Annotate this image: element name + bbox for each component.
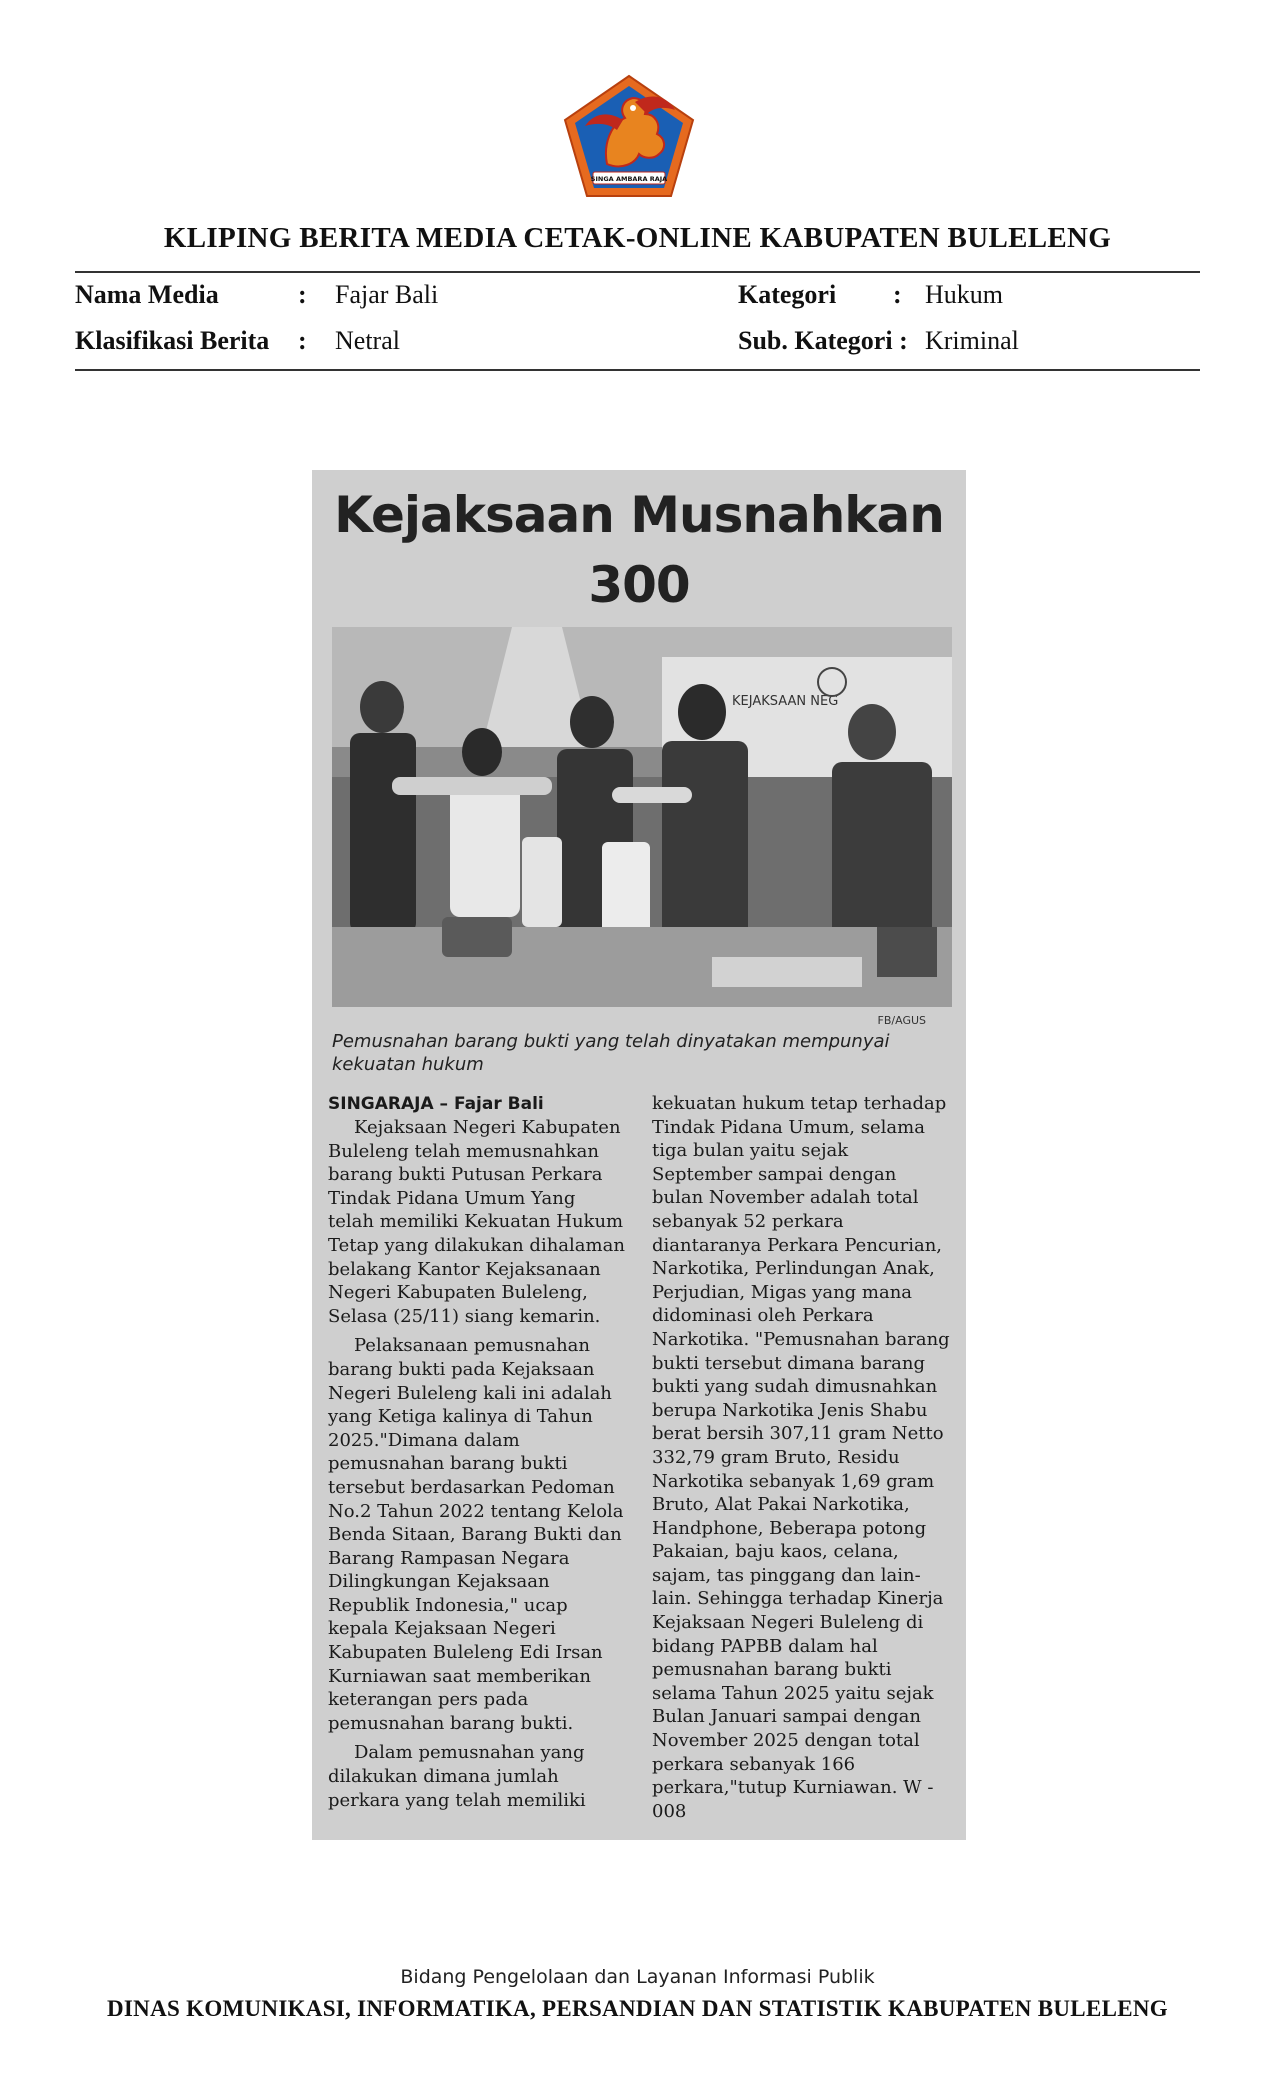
logo-caption: SINGA AMBARA RAJA [590, 175, 668, 183]
category-separator: : [893, 280, 902, 309]
media-label: Nama Media [75, 280, 219, 309]
article-dateline: SINGARAJA – Fajar Bali [328, 1094, 544, 1114]
photo-credit: FB/AGUS [877, 1014, 926, 1027]
category-label: Kategori [738, 280, 837, 309]
classification-label: Klasifikasi Berita [75, 326, 270, 355]
article-paragraph: kekuatan hukum tetap terhadap Tindak Pidana Umum, selama tiga bulan yaitu sejak September sampai dengan bulan November adalah total sebanyak 52 perkara diantaranya Perkara Pencurian, Narkotika, Perlindungan Anak, Perjudian, Migas yang mana didominasi oleh Perkara Narkotika. "Pemusnahan barang bukti tersebut dimana barang bukti yang sudah dimusnahkan berupa Narkotika Jenis Shabu berat bersih 307,11 gram Netto 332,79 gram Bruto, Residu Narkotika sebanyak 1,69 gram Bruto, Alat Pakai Narkotika, Handphone, Beberapa potong Pakaian, baju kaos, celana, sajam, tas pinggang dan lain-lain. Sehingga terhadap Kinerja Kejaksaan Negeri Buleleng di bidang PAPBB dalam hal pemusnahan barang bukti selama Tahun 2025 yaitu sejak Bulan Januari sampai dengan November 2025 dengan total perkara sebanyak 166 perkara,"tutup Kurniawan. W - 008 [652, 1093, 950, 1822]
header-bottom-rule [75, 369, 1200, 371]
buleleng-emblem-logo [563, 74, 695, 198]
newspaper-clipping [312, 470, 966, 1840]
article-column-right [652, 1092, 950, 1823]
subcategory-value: Kriminal [925, 326, 1019, 355]
classification-separator: : [298, 326, 307, 355]
category-value: Hukum [925, 280, 1003, 309]
article-paragraph: Kejaksaan Negeri Kabupaten Buleleng telah memusnahkan barang bukti Putusan Perkara Tindak Pidana Umum Yang telah memiliki Kekuatan Hukum Tetap yang dilakukan dihalaman belakang Kantor Kejaksanaan Negeri Kabupaten Buleleng, Selasa (25/11) siang kemarin. [328, 1117, 625, 1327]
media-value: Fajar Bali [335, 280, 439, 309]
article-paragraph: Dalam pemusnahan yang dilakukan dimana jumlah perkara yang telah memiliki [328, 1742, 586, 1811]
header-top-rule [75, 271, 1200, 273]
footer-agency: DINAS KOMUNIKASI, INFORMATIKA, PERSANDIAN DAN STATISTIK KABUPATEN BULELENG [107, 1996, 1168, 2021]
meta-row-2 [75, 326, 1200, 362]
media-separator: : [298, 280, 307, 309]
subcategory-label: Sub. Kategori : [738, 326, 908, 355]
classification-value: Netral [335, 326, 400, 355]
photo-caption: Pemusnahan barang bukti yang telah dinyatakan mempunyai kekuatan hukum [332, 1031, 890, 1075]
article-photo [332, 627, 952, 1007]
page-title: KLIPING BERITA MEDIA CETAK-ONLINE KABUPATEN BULELENG [163, 222, 1112, 254]
photo-banner-text: KEJAKSAAN NEG [732, 694, 839, 709]
footer-subtitle: Bidang Pengelolaan dan Layanan Informasi Publik [400, 1966, 875, 1988]
headline-line-1: Kejaksaan Musnahkan 300 [334, 486, 944, 614]
meta-row-1 [75, 280, 1200, 316]
article-paragraph: Pelaksanaan pemusnahan barang bukti pada Kejaksaan Negeri Buleleng kali ini adalah yang Ketiga kalinya di Tahun 2025."Dimana dalam pemusnahan barang bukti tersebut berdasarkan Pedoman No.2 Tahun 2022 tentang Kelola Benda Sitaan, Barang Bukti dan Barang Rampasan Negara Dilingkungan Kejaksaan Republik Indonesia," ucap kepala Kejaksaan Negeri Kabupaten Buleleng Edi Irsan Kurniawan saat memberikan keterangan pers pada pemusnahan barang bukti. [328, 1335, 624, 1734]
article-column-left [328, 1092, 626, 1812]
